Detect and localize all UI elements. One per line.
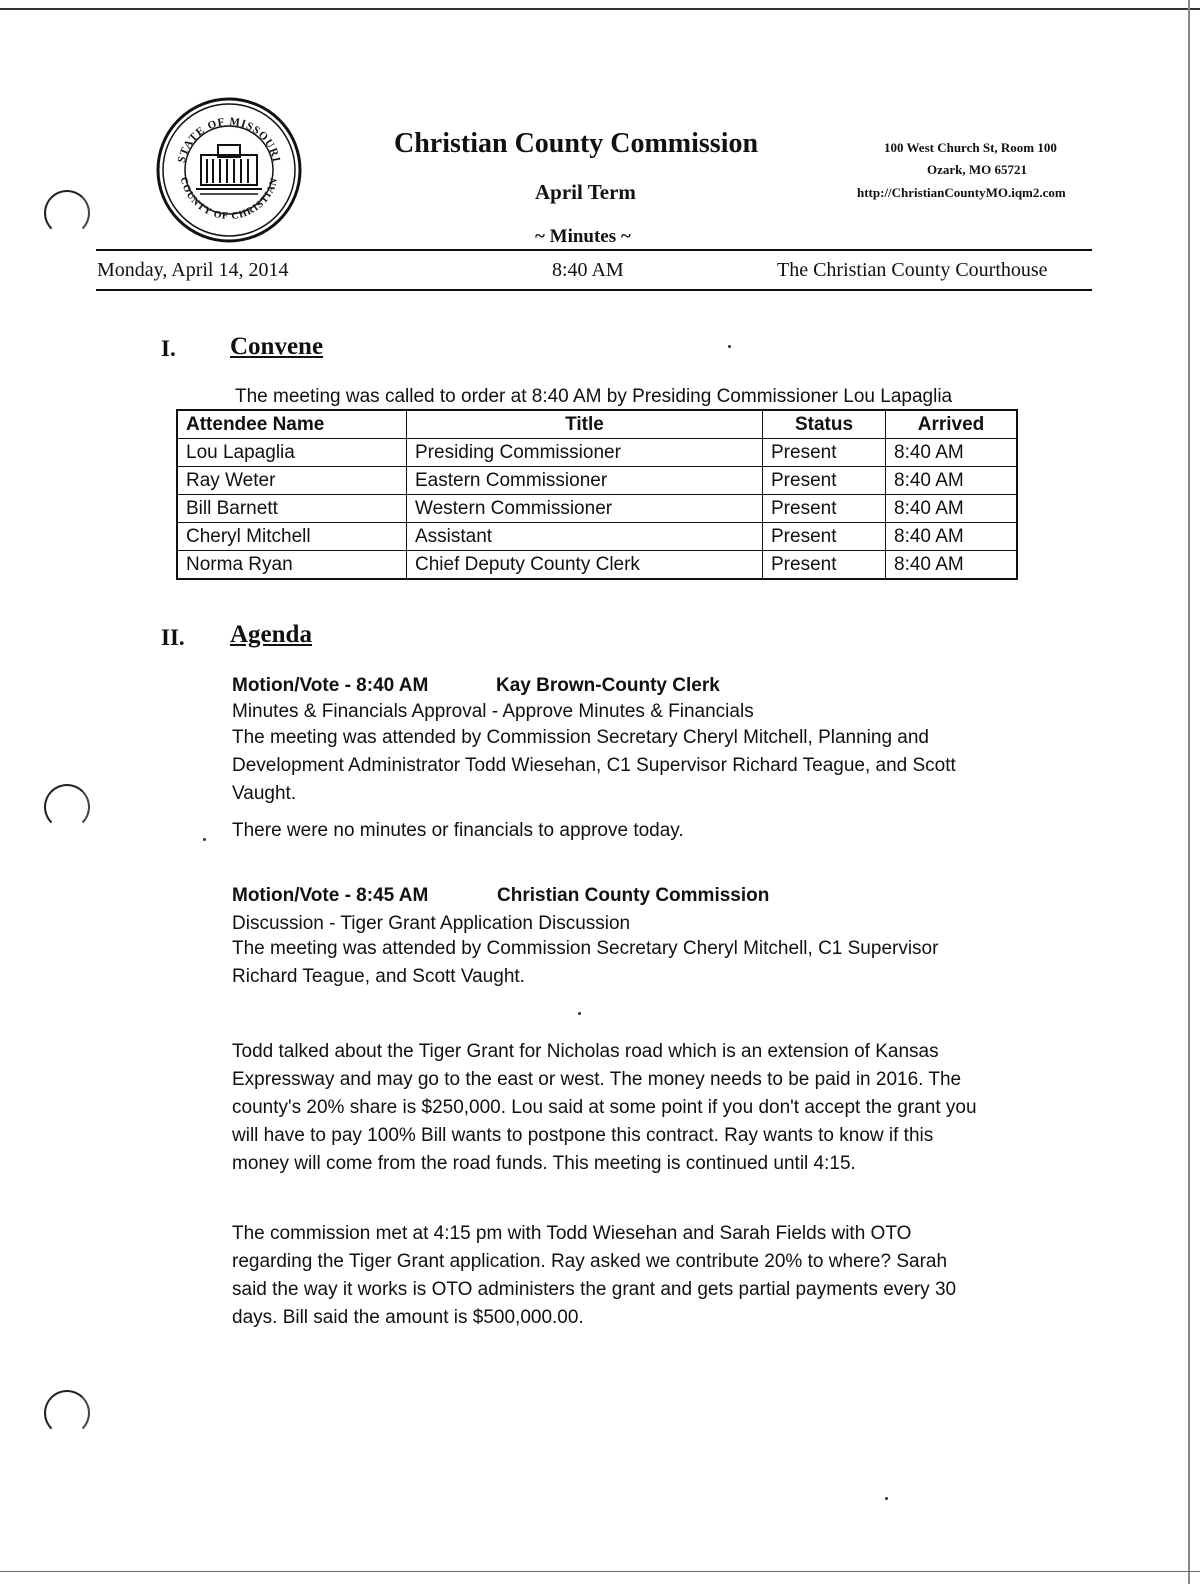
motion-presenter: Kay Brown-County Clerk	[496, 675, 720, 696]
section-title-convene: Convene	[230, 333, 324, 360]
attendee-table	[176, 409, 1018, 580]
discussion-line: days. Bill said the amount is $500,000.00.	[232, 1307, 584, 1328]
header-rule-top	[96, 249, 1092, 251]
scan-speck	[203, 838, 206, 841]
attendee-title: Assistant	[407, 523, 763, 551]
scan-speck	[885, 1497, 888, 1500]
attendee-status: Present	[763, 523, 886, 551]
attendee-status: Present	[763, 551, 886, 580]
attendance-line: The meeting was attended by Commission Secretary Cheryl Mitchell, C1 Supervisor	[232, 938, 939, 959]
seal-inner-text: COUNTY OF CHRISTIAN	[177, 176, 281, 223]
term-label: April Term	[535, 180, 636, 204]
attendee-arrived: 8:40 AM	[886, 467, 1018, 495]
attendance-line: Vaught.	[232, 783, 297, 804]
scan-speck	[578, 1012, 581, 1015]
address-line-1: 100 West Church St, Room 100	[884, 140, 1057, 155]
punch-hole-icon	[44, 190, 90, 236]
seal-outer-text: STATE OF MISSOURI	[175, 115, 283, 164]
discussion-line: The commission met at 4:15 pm with Todd Wiesehan and Sarah Fields with OTO	[232, 1223, 912, 1244]
organization-title: Christian County Commission	[394, 128, 759, 159]
discussion-line: money will come from the road funds. This meeting is continued until 4:15.	[232, 1153, 856, 1174]
agenda-note: There were no minutes or financials to approve today.	[232, 820, 684, 841]
attendance-line: Development Administrator Todd Wiesehan, C1 Supervisor Richard Teague, and Scott	[232, 755, 956, 776]
scan-edge-bottom	[0, 1571, 1200, 1572]
section-number: I.	[161, 336, 176, 361]
attendee-title: Presiding Commissioner	[407, 439, 763, 467]
punch-hole-icon	[44, 784, 90, 830]
attendee-arrived: 8:40 AM	[886, 495, 1018, 523]
attendee-status: Present	[763, 439, 886, 467]
table-row	[177, 551, 1017, 580]
discussion-line: Expressway and may go to the east or west. The money needs to be paid in 2016. The	[232, 1069, 962, 1090]
motion-presenter: Christian County Commission	[497, 885, 770, 906]
county-seal-icon	[156, 97, 302, 243]
convene-intro: The meeting was called to order at 8:40 AM by Presiding Commissioner Lou Lapaglia	[235, 386, 953, 407]
column-header: Arrived	[886, 410, 1018, 439]
section-title-agenda: Agenda	[230, 621, 312, 648]
attendance-line: Richard Teague, and Scott Vaught.	[232, 966, 525, 987]
website-link[interactable]: http://ChristianCountyMO.iqm2.com	[857, 185, 1066, 200]
discussion-line: regarding the Tiger Grant application. Ray asked we contribute 20% to where? Sarah	[232, 1251, 948, 1272]
document-type: ~ Minutes ~	[535, 226, 631, 247]
table-row	[177, 495, 1017, 523]
table-row	[177, 523, 1017, 551]
column-header: Title	[407, 410, 763, 439]
meeting-date: Monday, April 14, 2014	[97, 259, 289, 281]
scan-edge-right	[1188, 0, 1190, 1584]
attendee-status: Present	[763, 467, 886, 495]
table-row	[177, 467, 1017, 495]
attendee-title: Chief Deputy County Clerk	[407, 551, 763, 580]
header-rule-bottom	[96, 289, 1092, 291]
attendee-arrived: 8:40 AM	[886, 439, 1018, 467]
attendee-status: Present	[763, 495, 886, 523]
attendee-name: Norma Ryan	[177, 551, 407, 580]
attendee-name: Cheryl Mitchell	[177, 523, 407, 551]
scan-edge-top	[0, 8, 1200, 10]
attendance-line: The meeting was attended by Commission Secretary Cheryl Mitchell, Planning and	[232, 727, 929, 748]
meeting-location: The Christian County Courthouse	[777, 259, 1048, 281]
attendee-name: Bill Barnett	[177, 495, 407, 523]
attendee-title: Eastern Commissioner	[407, 467, 763, 495]
discussion-line: Todd talked about the Tiger Grant for Nicholas road which is an extension of Kansas	[232, 1041, 939, 1062]
discussion-line: will have to pay 100% Bill wants to postpone this contract. Ray wants to know if this	[232, 1125, 934, 1146]
address-line-2: Ozark, MO 65721	[927, 162, 1028, 177]
table-header-row	[177, 410, 1017, 439]
motion-time: Motion/Vote - 8:40 AM	[232, 675, 429, 696]
discussion-line: said the way it works is OTO administers the grant and gets partial payments every 30	[232, 1279, 957, 1300]
table-row	[177, 439, 1017, 467]
scan-speck	[728, 345, 731, 348]
agenda-subject: Minutes & Financials Approval - Approve Minutes & Financials	[232, 701, 754, 722]
attendee-title: Western Commissioner	[407, 495, 763, 523]
attendee-name: Lou Lapaglia	[177, 439, 407, 467]
agenda-subject: Discussion - Tiger Grant Application Discussion	[232, 913, 631, 934]
punch-hole-icon	[44, 1390, 90, 1436]
motion-time: Motion/Vote - 8:45 AM	[232, 885, 429, 906]
attendee-name: Ray Weter	[177, 467, 407, 495]
discussion-line: county's 20% share is $250,000. Lou said at some point if you don't accept the grant you	[232, 1097, 977, 1118]
attendee-arrived: 8:40 AM	[886, 523, 1018, 551]
attendee-arrived: 8:40 AM	[886, 551, 1018, 580]
section-number: II.	[161, 625, 185, 650]
column-header: Attendee Name	[177, 410, 407, 439]
svg-text:COUNTY OF CHRISTIAN	[178, 176, 281, 222]
column-header: Status	[763, 410, 886, 439]
meeting-time: 8:40 AM	[552, 259, 624, 281]
